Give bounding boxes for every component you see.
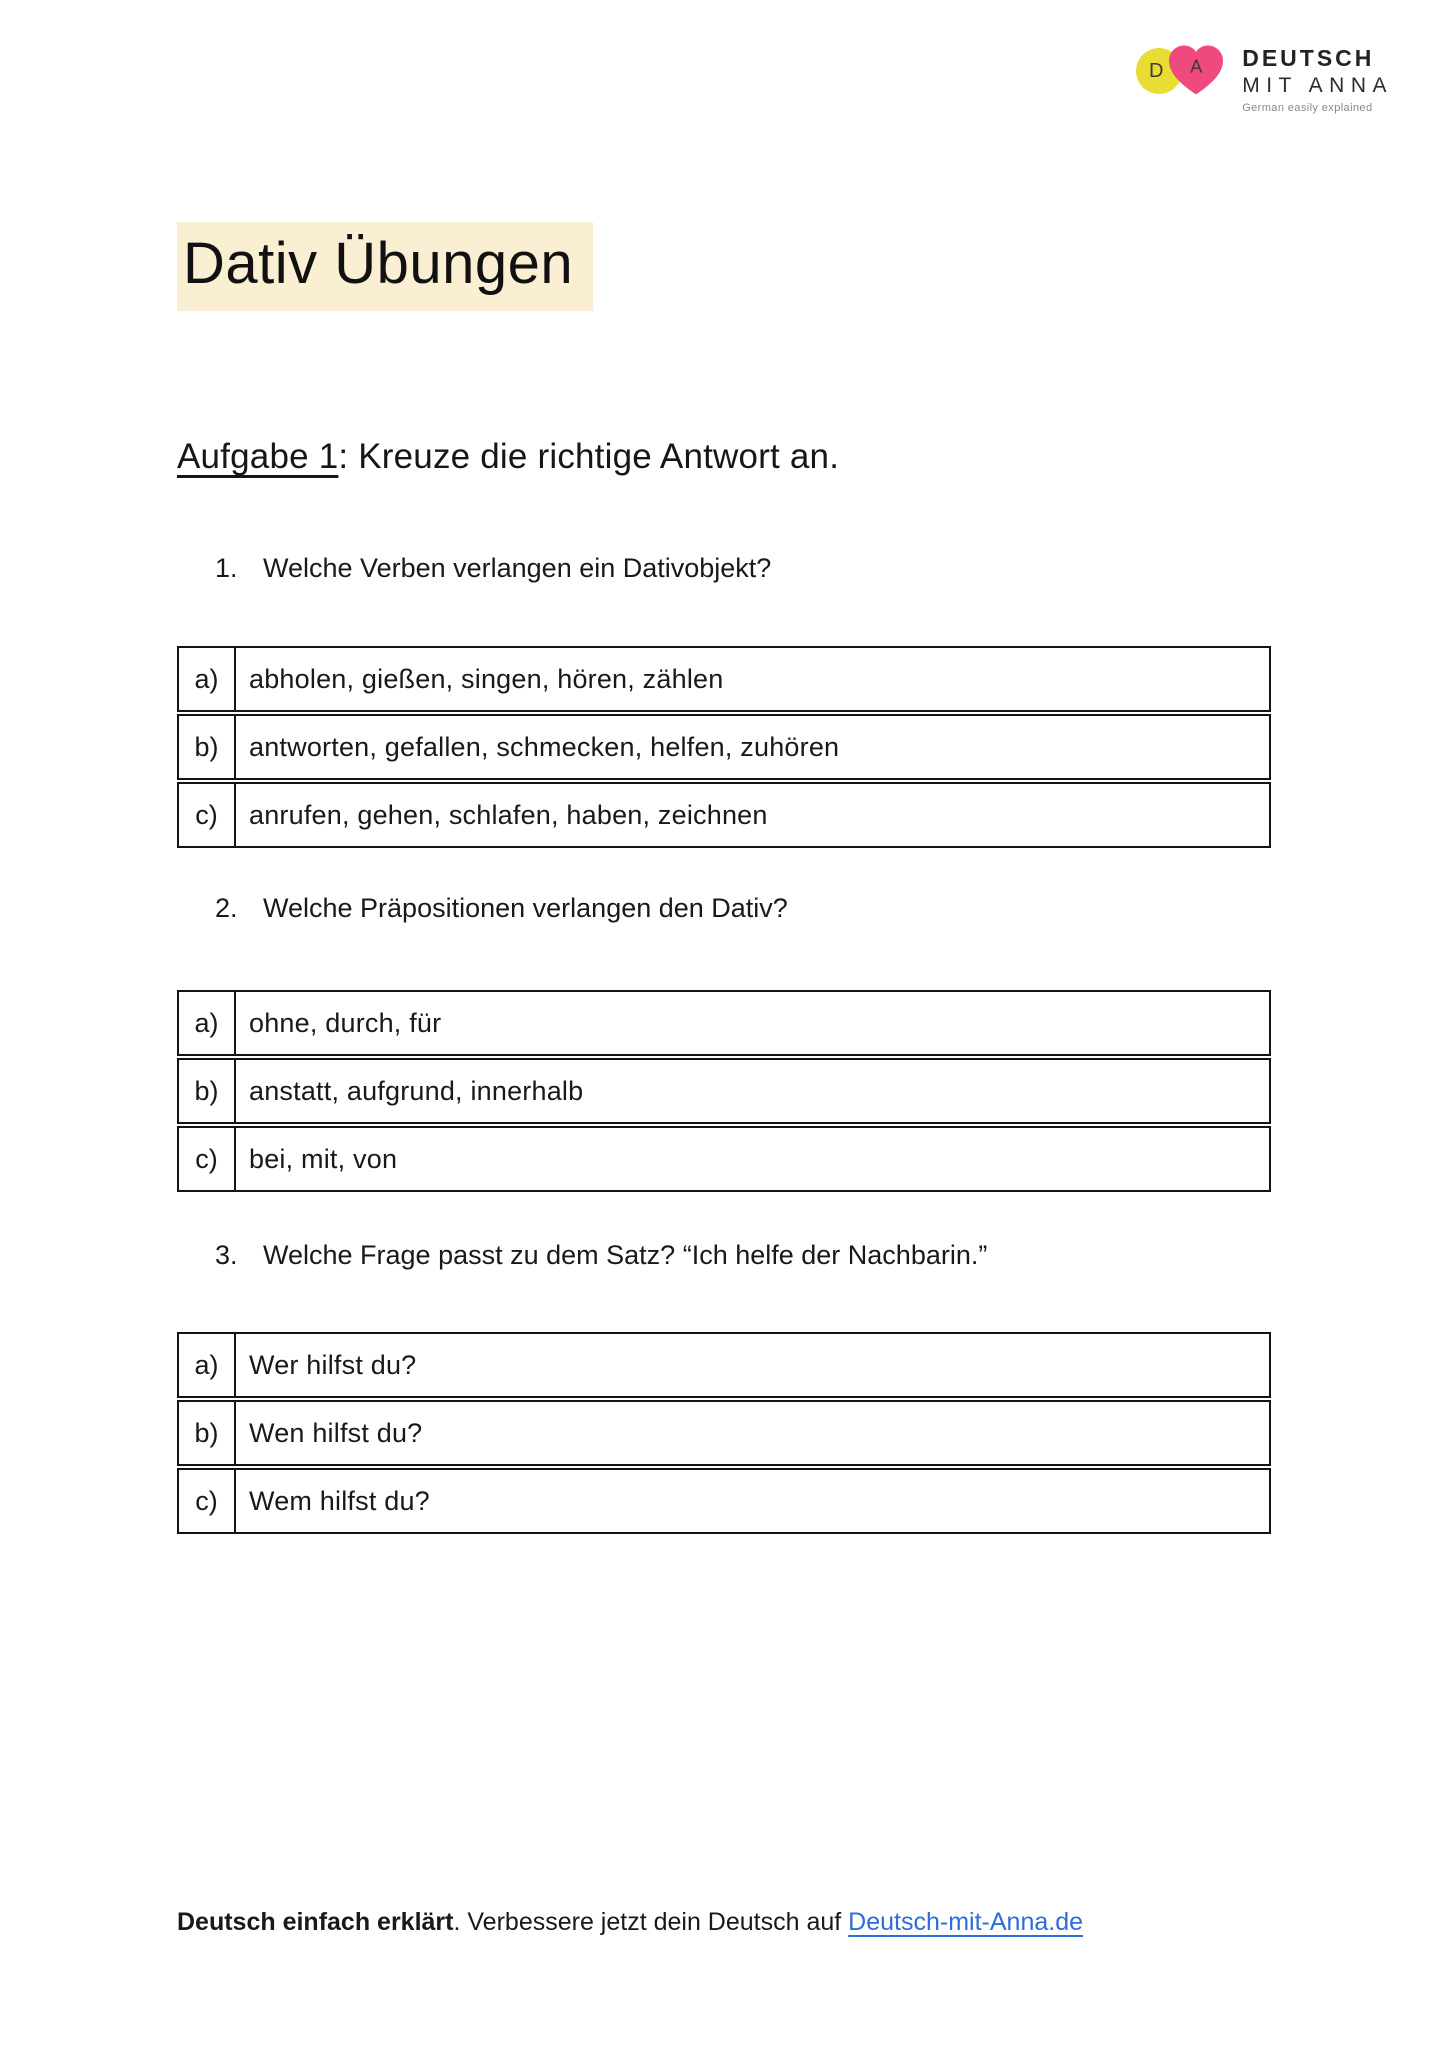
task-heading (177, 437, 839, 477)
footer-link[interactable]: Deutsch-mit-Anna.de (848, 1908, 1083, 1936)
question-1-number: 1. (215, 553, 238, 583)
option-text-cell: Wem hilfst du? (249, 1485, 430, 1516)
question-3-text: Welche Frage passt zu dem Satz? “Ich helfe der Nachbarin.” (263, 1240, 988, 1270)
option-letter-cell: b) (179, 716, 236, 778)
option-text-cell: Wen hilfst du? (249, 1417, 423, 1448)
question-2-number: 2. (215, 893, 238, 923)
question-1 (215, 553, 771, 584)
option-row[interactable] (177, 1468, 1271, 1534)
option-row[interactable] (177, 1058, 1271, 1124)
option-text-cell: anrufen, gehen, schlafen, haben, zeichnen (249, 799, 768, 830)
page-title-highlight: Dativ Übungen (177, 222, 593, 311)
option-row[interactable] (177, 1332, 1271, 1398)
logo-heart-icon (1169, 44, 1223, 96)
page-title (177, 222, 593, 311)
logo-letter-d: D (1148, 59, 1164, 82)
option-letter-cell: c) (179, 1128, 236, 1190)
option-text-cell: abholen, gießen, singen, hören, zählen (249, 663, 724, 694)
option-text-cell: Wer hilfst du? (249, 1349, 417, 1380)
question-1-options-table (177, 646, 1271, 848)
question-3 (215, 1240, 987, 1271)
option-text-cell: antworten, gefallen, schmecken, helfen, zuhören (249, 731, 840, 762)
option-letter-cell: a) (179, 648, 236, 710)
question-2-options-table (177, 990, 1271, 1192)
option-text-cell: ohne, durch, für (249, 1007, 442, 1038)
question-3-options-table (177, 1332, 1271, 1534)
task-label: Aufgabe 1 (177, 437, 339, 476)
footer-text: . Verbessere jetzt dein Deutsch auf (453, 1908, 849, 1936)
option-text-cell: bei, mit, von (249, 1143, 398, 1174)
logo-title-line2: MIT ANNA (1242, 73, 1393, 97)
option-letter-cell: a) (179, 1334, 236, 1396)
logo-title-line1: DEUTSCH (1242, 45, 1375, 71)
footer (177, 1908, 1083, 1937)
option-letter-cell: c) (179, 784, 236, 846)
option-row[interactable] (177, 990, 1271, 1056)
option-letter-cell: a) (179, 992, 236, 1054)
option-letter-cell: b) (179, 1402, 236, 1464)
question-3-number: 3. (215, 1240, 238, 1270)
option-letter-cell: b) (179, 1060, 236, 1122)
logo-mark (1136, 42, 1228, 110)
logo-text (1242, 42, 1393, 114)
task-instruction: : Kreuze die richtige Antwort an. (338, 437, 840, 476)
option-row[interactable] (177, 646, 1271, 712)
logo-letter-a: A (1190, 56, 1203, 77)
logo-tagline: German easily explained (1242, 102, 1373, 114)
option-row[interactable] (177, 1400, 1271, 1466)
brand-logo (1136, 42, 1393, 114)
question-2 (215, 893, 788, 924)
question-2-text: Welche Präpositionen verlangen den Dativ? (263, 893, 788, 923)
option-row[interactable] (177, 1126, 1271, 1192)
option-row[interactable] (177, 714, 1271, 780)
footer-bold-text: Deutsch einfach erklärt (177, 1908, 454, 1936)
question-1-text: Welche Verben verlangen ein Dativobjekt? (263, 553, 772, 583)
option-text-cell: anstatt, aufgrund, innerhalb (249, 1075, 584, 1106)
option-row[interactable] (177, 782, 1271, 848)
option-letter-cell: c) (179, 1470, 236, 1532)
